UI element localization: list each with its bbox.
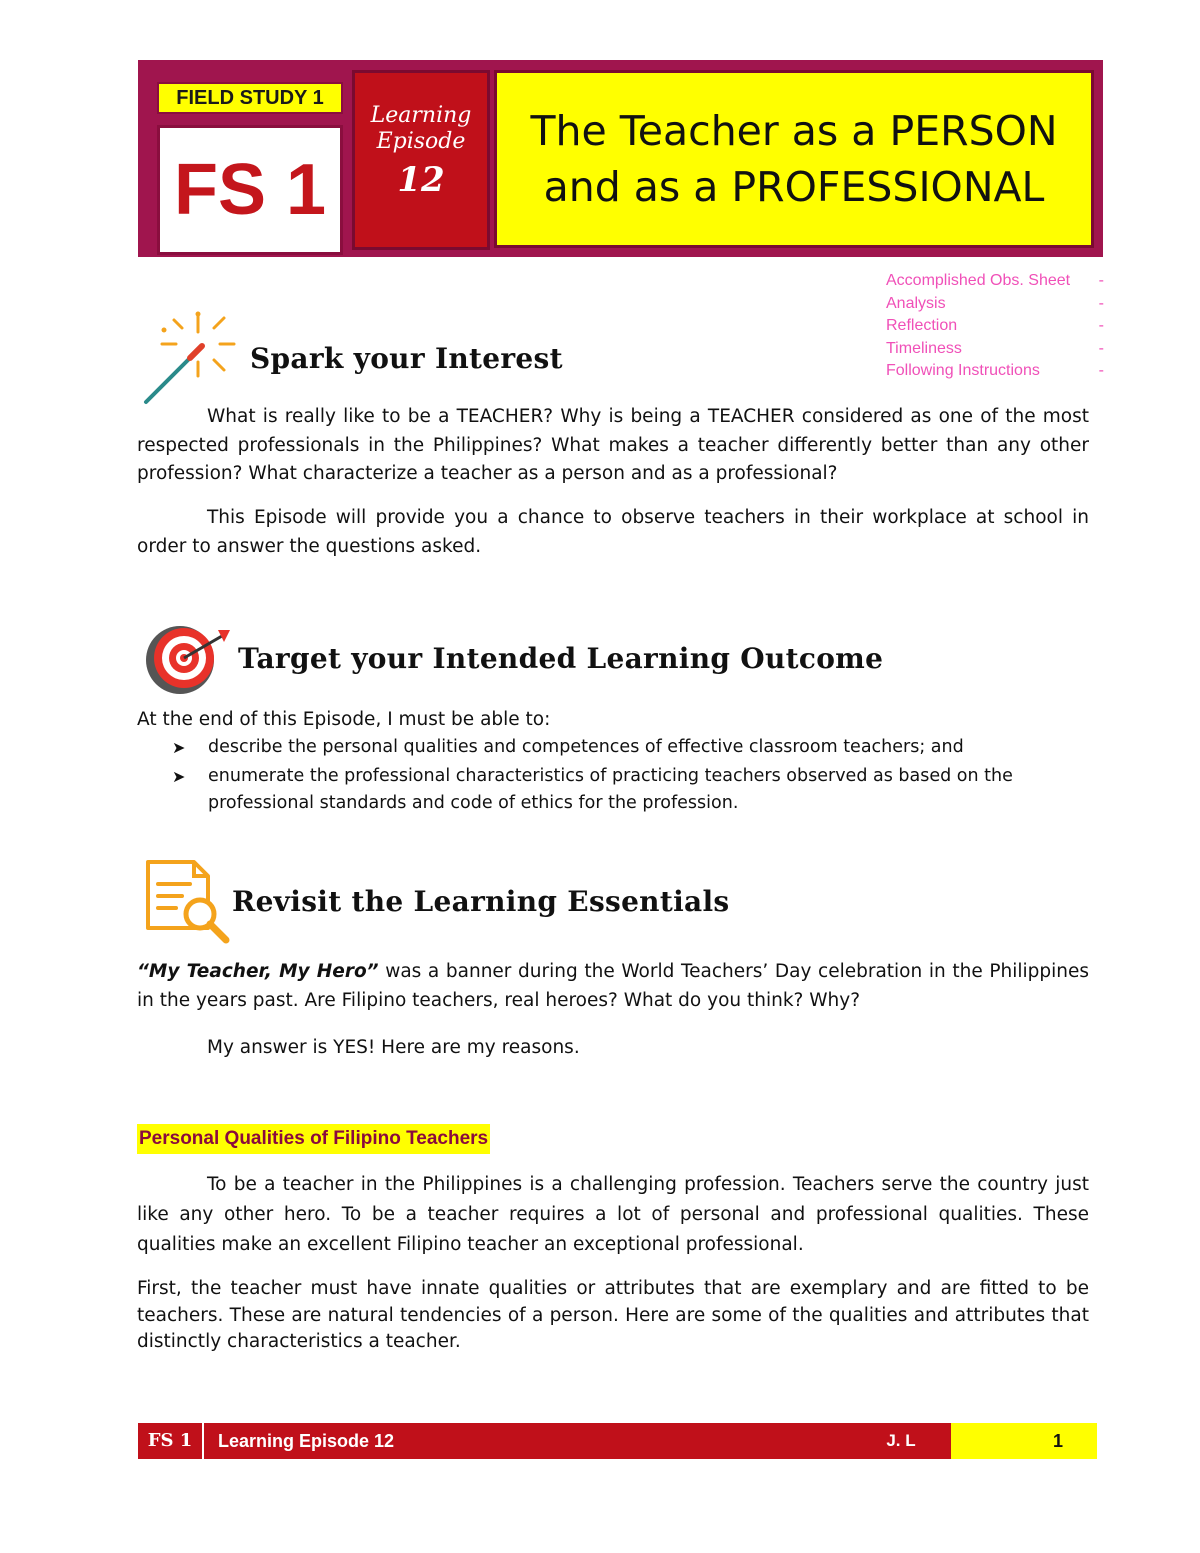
revisit-paragraph-3: First, the teacher must have innate qualities or attributes that are exemplary and are fitted to be teachers. These are natural tendencies of a person. Here are some of the qualities and attributes that distinctly characteristics a teacher. <box>137 1278 1089 1352</box>
banner-quote: “My Teacher, My Hero” <box>137 961 379 982</box>
rubric-row <box>886 315 1108 338</box>
rubric-label: Timeliness <box>886 339 962 357</box>
rubric-label: Reflection <box>886 317 958 334</box>
footer-author: J. L <box>851 1423 951 1459</box>
rubric-score: - <box>1098 339 1104 357</box>
arrow-bullet-icon: ➤ <box>172 738 186 757</box>
rubric-score: - <box>1098 294 1104 312</box>
rubric-label: Accomplished Obs. Sheet <box>886 272 1071 289</box>
rubric-row <box>886 338 1108 361</box>
document-title <box>530 103 1057 215</box>
spark-paragraph-1 <box>137 403 1089 489</box>
episode-word-learning: Learning <box>370 103 472 128</box>
field-study-tag: FIELD STUDY 1 <box>157 82 343 114</box>
magic-wand-icon <box>140 310 236 406</box>
title-line-1: The Teacher as a PERSON <box>530 107 1058 155</box>
revisit-p2-text: To be a teacher in the Philippines is a challenging profession. Teachers serve the country just like any other hero. To be a teacher requires a lot of personal and professional qualities. These qualities make an excellent Filipino teacher an exceptional professional. <box>137 1174 1089 1255</box>
rubric-row <box>886 270 1108 293</box>
outcome-item <box>172 734 1090 761</box>
rubric-score: - <box>1098 272 1104 289</box>
target-title: Target your Intended Learning Outcome <box>238 641 884 675</box>
spark-section-heading <box>140 310 563 406</box>
spark-p2-text: This Episode will provide you a chance to observe teachers in their workplace at school in order to answer the questions asked. <box>137 507 1089 557</box>
episode-number: 12 <box>397 160 445 200</box>
episode-word-episode: Episode <box>376 129 466 154</box>
target-section-heading <box>144 620 883 696</box>
rubric-list <box>886 270 1108 383</box>
answer-line <box>137 1034 1089 1063</box>
rubric-label: Following Instructions <box>886 362 1040 379</box>
rubric-label: Analysis <box>886 294 946 312</box>
target-dart-icon <box>144 620 230 696</box>
spark-paragraph-2 <box>137 504 1089 561</box>
spark-p1-text: What is really like to be a TEACHER? Why is being a TEACHER considered as one of the most respected professionals in the Philippines? What makes a teacher differently better than any other profession? What characterize a teacher as a person and as a professional? <box>137 406 1089 484</box>
answer-text: My answer is YES! Here are my reasons. <box>207 1037 580 1058</box>
outcome-item <box>172 763 1090 817</box>
revisit-section-heading <box>142 858 729 944</box>
footer-episode: Learning Episode 12 <box>202 1423 851 1459</box>
page-number: 1 <box>951 1423 1097 1459</box>
rubric-score: - <box>1098 317 1104 334</box>
rubric-row <box>886 293 1108 316</box>
revisit-title: Revisit the Learning Essentials <box>232 884 730 918</box>
footer-fs-code: FS 1 <box>138 1423 202 1459</box>
outcome-text: enumerate the professional characteristics of practicing teachers observed as based on the professional standards and code of ethics for the profession. <box>208 766 1013 813</box>
fs-code-badge: FS 1 <box>157 125 343 255</box>
field-study-block <box>146 68 348 251</box>
revisit-p1-text: was a banner during the World Teachers’ Day celebration in the Philippines in the years past. Are Filipino teachers, real heroes? What do you think? Why? <box>137 961 1089 1011</box>
arrow-bullet-icon: ➤ <box>172 767 186 786</box>
document-search-icon <box>142 858 232 944</box>
target-intro: At the end of this Episode, I must be able to: <box>137 709 551 730</box>
title-header <box>138 60 1103 257</box>
personal-qualities-heading: Personal Qualities of Filipino Teachers <box>137 1124 490 1154</box>
outcome-list <box>172 734 1090 817</box>
spark-title: Spark your Interest <box>250 341 563 375</box>
learning-episode-badge <box>352 70 490 250</box>
document-title-box <box>494 70 1094 248</box>
outcome-text: describe the personal qualities and competences of effective classroom teachers; and <box>208 737 964 757</box>
title-line-2: and as a PROFESSIONAL <box>543 163 1045 211</box>
page-footer <box>138 1423 1097 1459</box>
revisit-paragraph-2 <box>137 1170 1089 1260</box>
rubric-row <box>886 360 1108 383</box>
rubric-score: - <box>1098 362 1104 379</box>
revisit-paragraph-1 <box>137 958 1089 1015</box>
